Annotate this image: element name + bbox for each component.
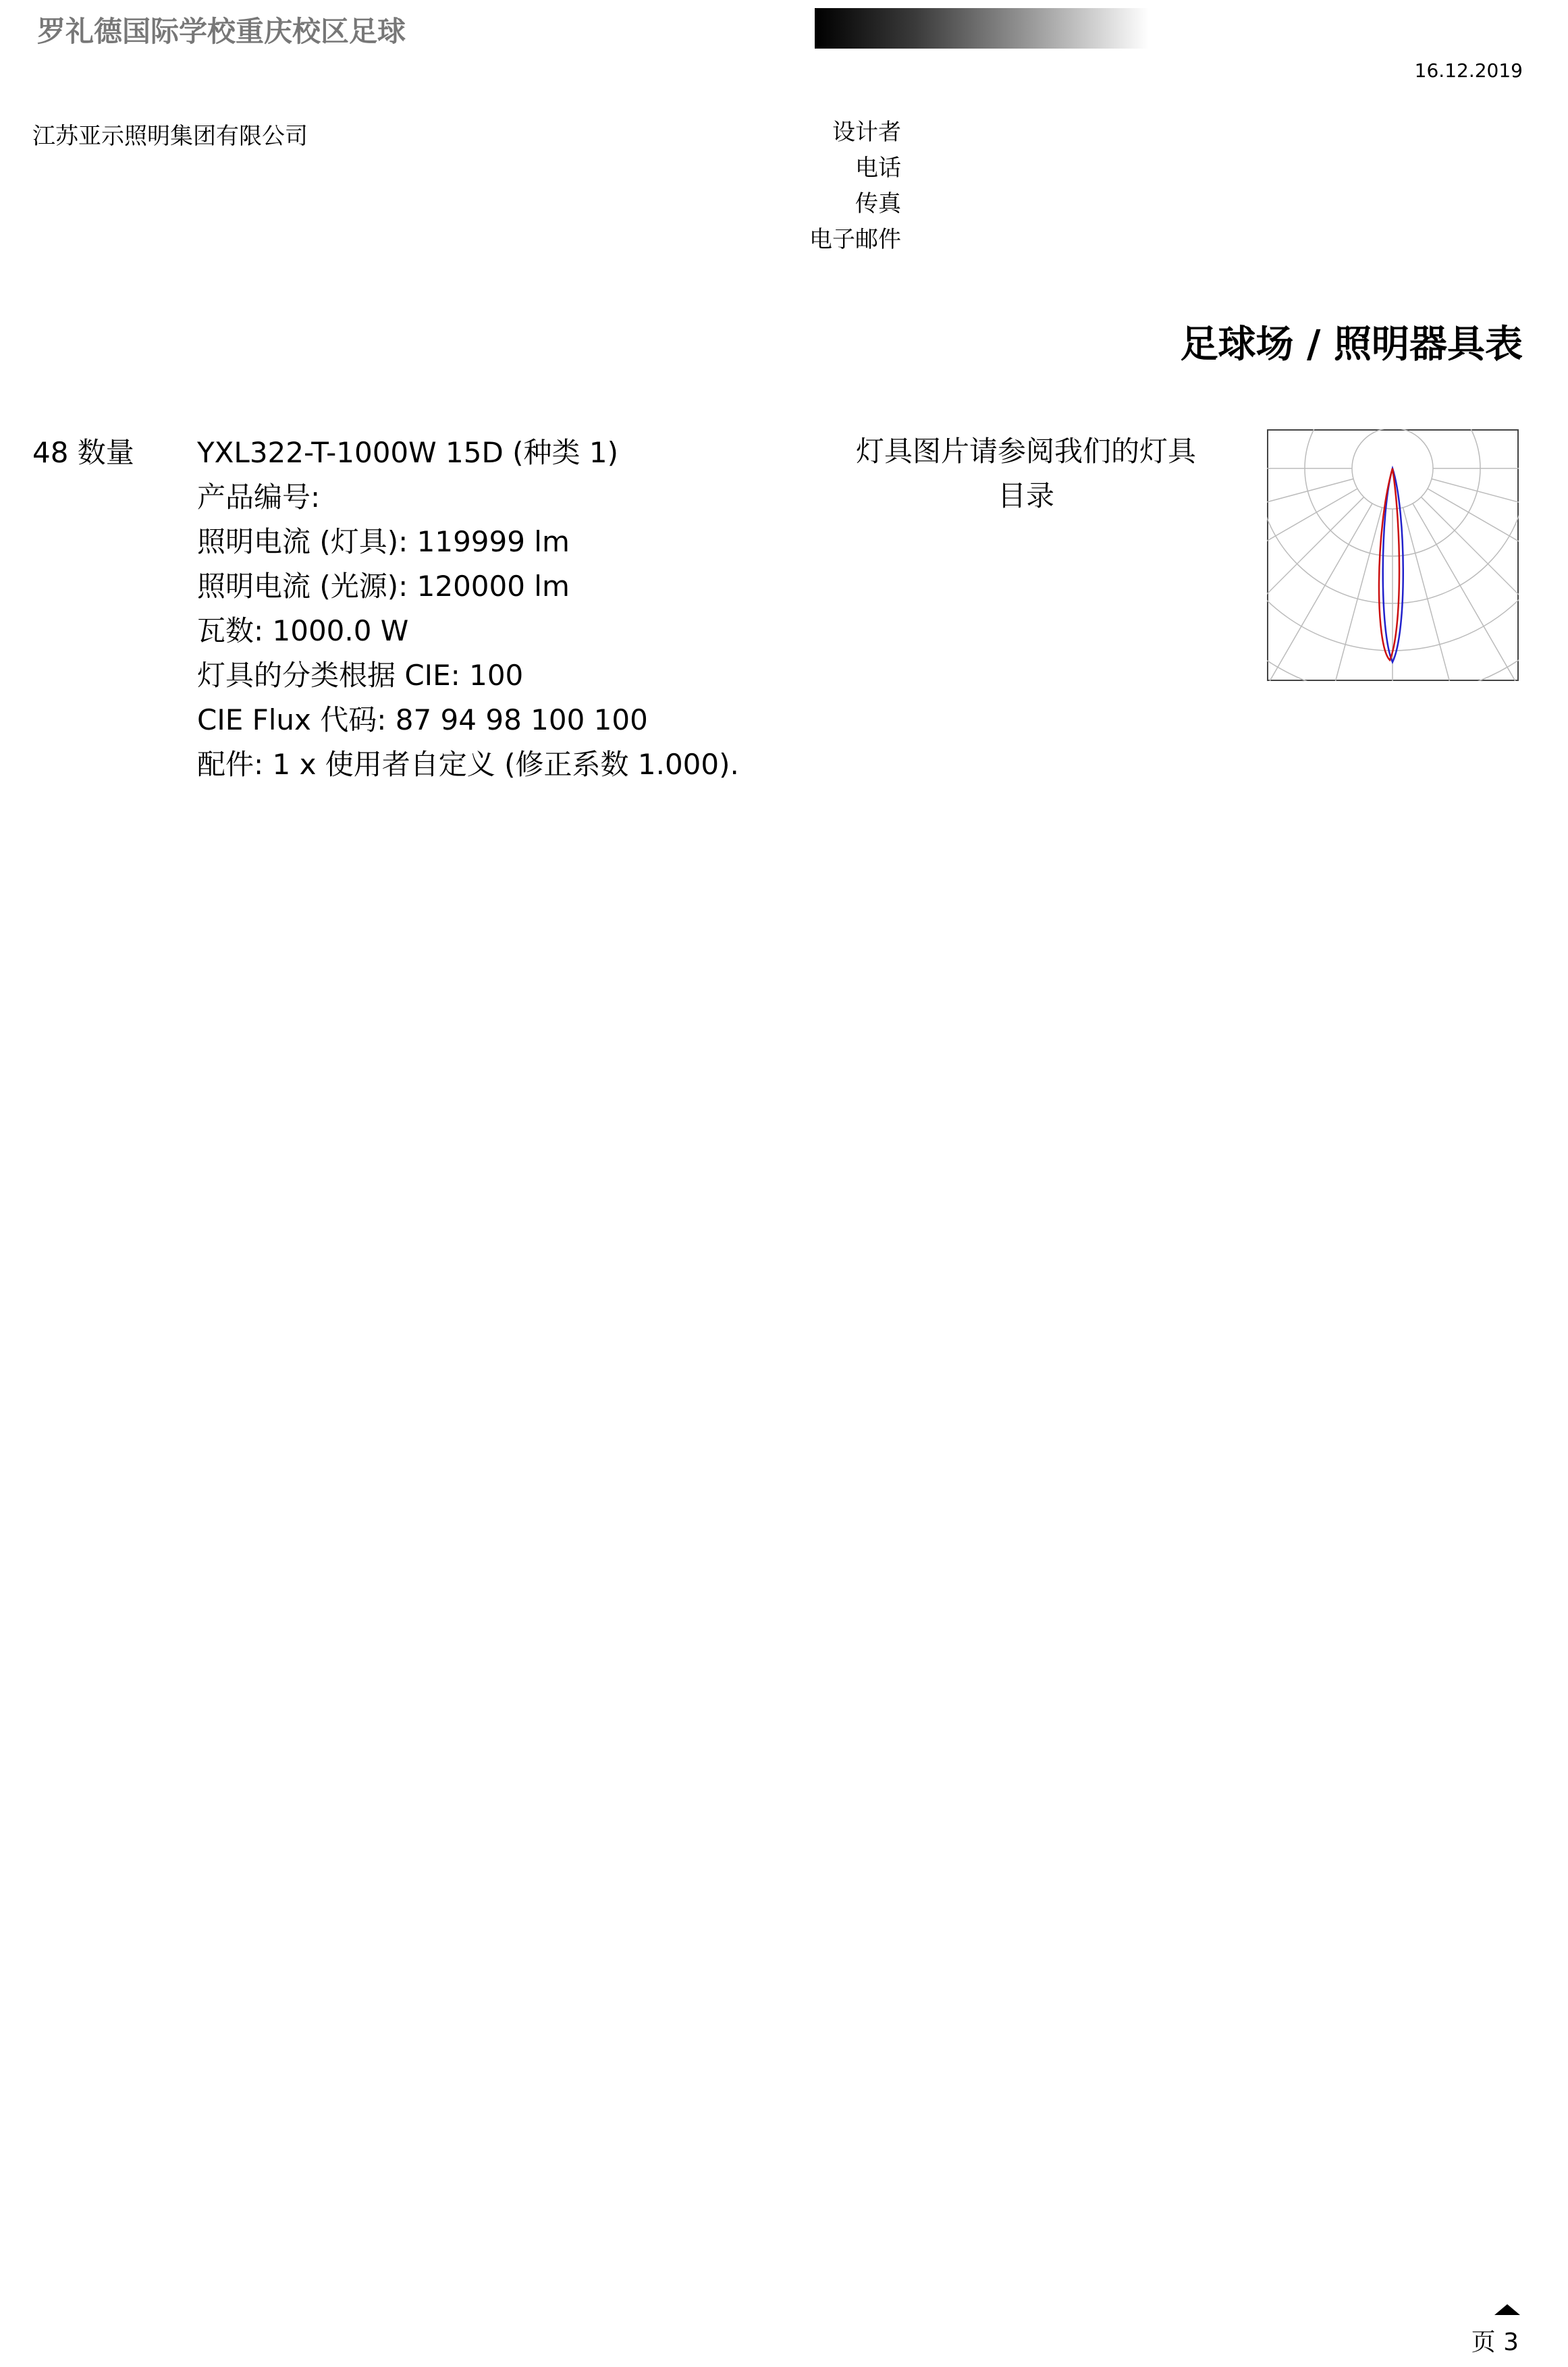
contact-label-designer: 设计者 [832,119,901,146]
page-number: 页 3 [1471,2329,1519,2356]
spec-model: YXL322-T-1000W 15D (种类 1) [197,436,618,469]
contact-label-phone: 电话 [855,155,901,182]
project-title: 罗礼德国际学校重庆校区足球 [37,15,406,48]
spec-product-number: 产品编号: [197,481,321,514]
contact-label-email: 电子邮件 [809,226,901,253]
light-distribution-diagram [1267,429,1519,681]
company-name: 江苏亚示照明集团有限公司 [32,123,308,150]
spec-cie-classification: 灯具的分类根据 CIE: 100 [197,659,524,692]
spec-cie-flux-code: CIE Flux 代码: 87 94 98 100 100 [197,703,648,736]
catalog-note: 灯具图片请参阅我们的灯具目录 [855,435,1196,512]
spec-lamp-flux: 照明电流 (光源): 120000 lm [197,570,570,603]
contact-label-fax: 传真 [855,190,901,217]
spec-luminaire-flux: 照明电流 (灯具): 119999 lm [197,525,570,558]
report-date: 16.12.2019 [1414,59,1523,82]
spec-accessories: 配件: 1 x 使用者自定义 (修正系数 1.000). [197,748,739,781]
header-gradient-bar [815,8,1149,49]
page-up-arrow-icon[interactable] [1493,2303,1521,2316]
luminaire-spec-list [197,431,739,787]
spec-wattage: 瓦数: 1000.0 W [197,614,409,647]
section-title: 足球场 / 照明器具表 [1180,323,1523,366]
contact-labels [809,115,901,258]
luminaire-quantity: 48 数量 [32,436,134,469]
